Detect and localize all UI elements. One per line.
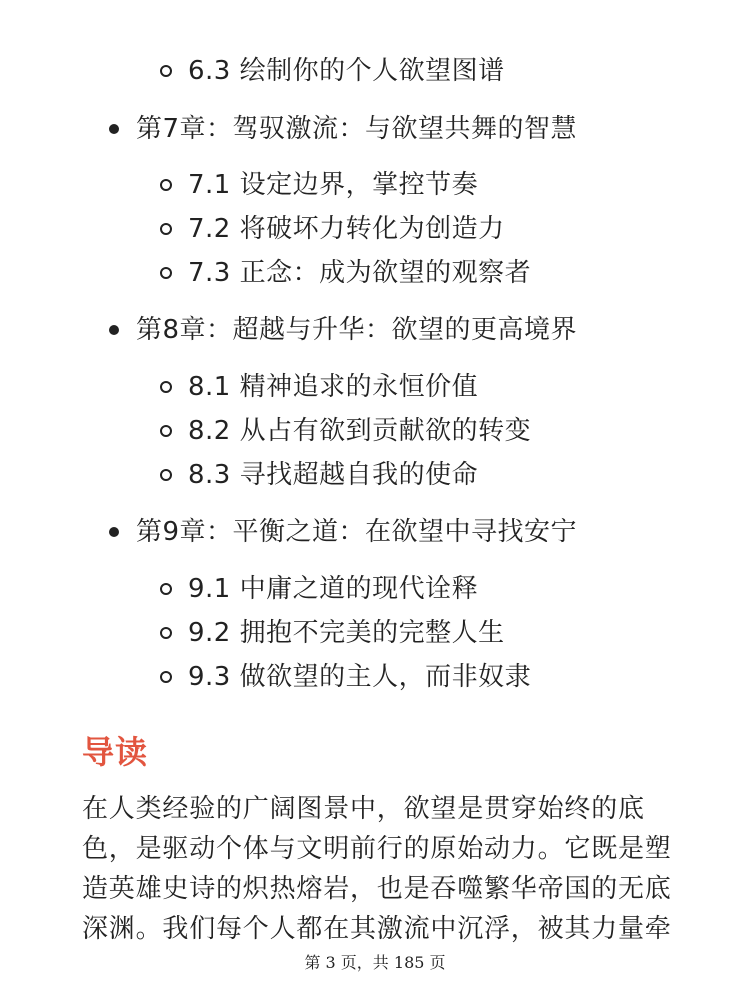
circle-bullet-icon [160, 425, 172, 437]
paragraph-line: 色，是驱动个体与文明前行的原始动力。它既是塑 [82, 834, 672, 864]
toc-chapter-label: 第8章：超越与升华：欲望的更高境界 [136, 315, 578, 345]
page-footer: 第 3 页，共 185 页 [304, 953, 446, 972]
toc-subitem-label: 7.3 正念：成为欲望的观察者 [188, 258, 532, 288]
disc-bullet-icon [109, 325, 119, 335]
toc-subitem-label: 6.3 绘制你的个人欲望图谱 [188, 56, 505, 86]
disc-bullet-icon [109, 124, 119, 134]
paragraph-line: 深渊。我们每个人都在其激流中沉浮，被其力量牵 [82, 914, 672, 944]
toc-subitem[interactable] [160, 616, 505, 650]
toc-chapter-label: 第7章：驾驭激流：与欲望共舞的智慧 [136, 114, 578, 144]
toc-subitem[interactable] [160, 256, 531, 290]
toc-subitem-label: 8.2 从占有欲到贡献欲的转变 [188, 416, 532, 446]
toc-subitem[interactable] [160, 54, 505, 88]
circle-bullet-icon [160, 267, 172, 279]
toc-subitem-label: 9.3 做欲望的主人，而非奴隶 [188, 662, 532, 692]
toc-subitem[interactable] [160, 572, 478, 606]
circle-bullet-icon [160, 671, 172, 683]
toc-subitem-label: 7.1 设定边界，掌控节奏 [188, 170, 479, 200]
toc-subitem-label: 8.3 寻找超越自我的使命 [188, 460, 479, 490]
intro-paragraph [82, 789, 682, 949]
paragraph-line: 在人类经验的广阔图景中，欲望是贯穿始终的底 [82, 794, 645, 824]
toc-subitem-label: 8.1 精神追求的永恒价值 [188, 372, 479, 402]
toc-subitem-label: 9.2 拥抱不完美的完整人生 [188, 618, 505, 648]
circle-bullet-icon [160, 179, 172, 191]
circle-bullet-icon [160, 469, 172, 481]
disc-bullet-icon [109, 527, 119, 537]
toc-subitem-label: 9.1 中庸之道的现代诠释 [188, 574, 479, 604]
circle-bullet-icon [160, 381, 172, 393]
toc-subitem[interactable] [160, 212, 505, 246]
circle-bullet-icon [160, 627, 172, 639]
circle-bullet-icon [160, 223, 172, 235]
paragraph-line: 造英雄史诗的炽热熔岩，也是吞噬繁华帝国的无底 [82, 874, 672, 904]
toc-chapter[interactable] [109, 313, 577, 347]
toc-chapter-label: 第9章：平衡之道：在欲望中寻找安宁 [136, 517, 578, 547]
toc-chapter[interactable] [109, 112, 577, 146]
section-heading: 导读 [82, 733, 149, 771]
toc-chapter[interactable] [109, 515, 577, 549]
toc-subitem[interactable] [160, 370, 478, 404]
toc-subitem-label: 7.2 将破坏力转化为创造力 [188, 214, 505, 244]
toc-subitem[interactable] [160, 168, 478, 202]
toc-subitem[interactable] [160, 458, 478, 492]
circle-bullet-icon [160, 65, 172, 77]
toc-subitem[interactable] [160, 660, 531, 694]
circle-bullet-icon [160, 583, 172, 595]
toc-subitem[interactable] [160, 414, 531, 448]
